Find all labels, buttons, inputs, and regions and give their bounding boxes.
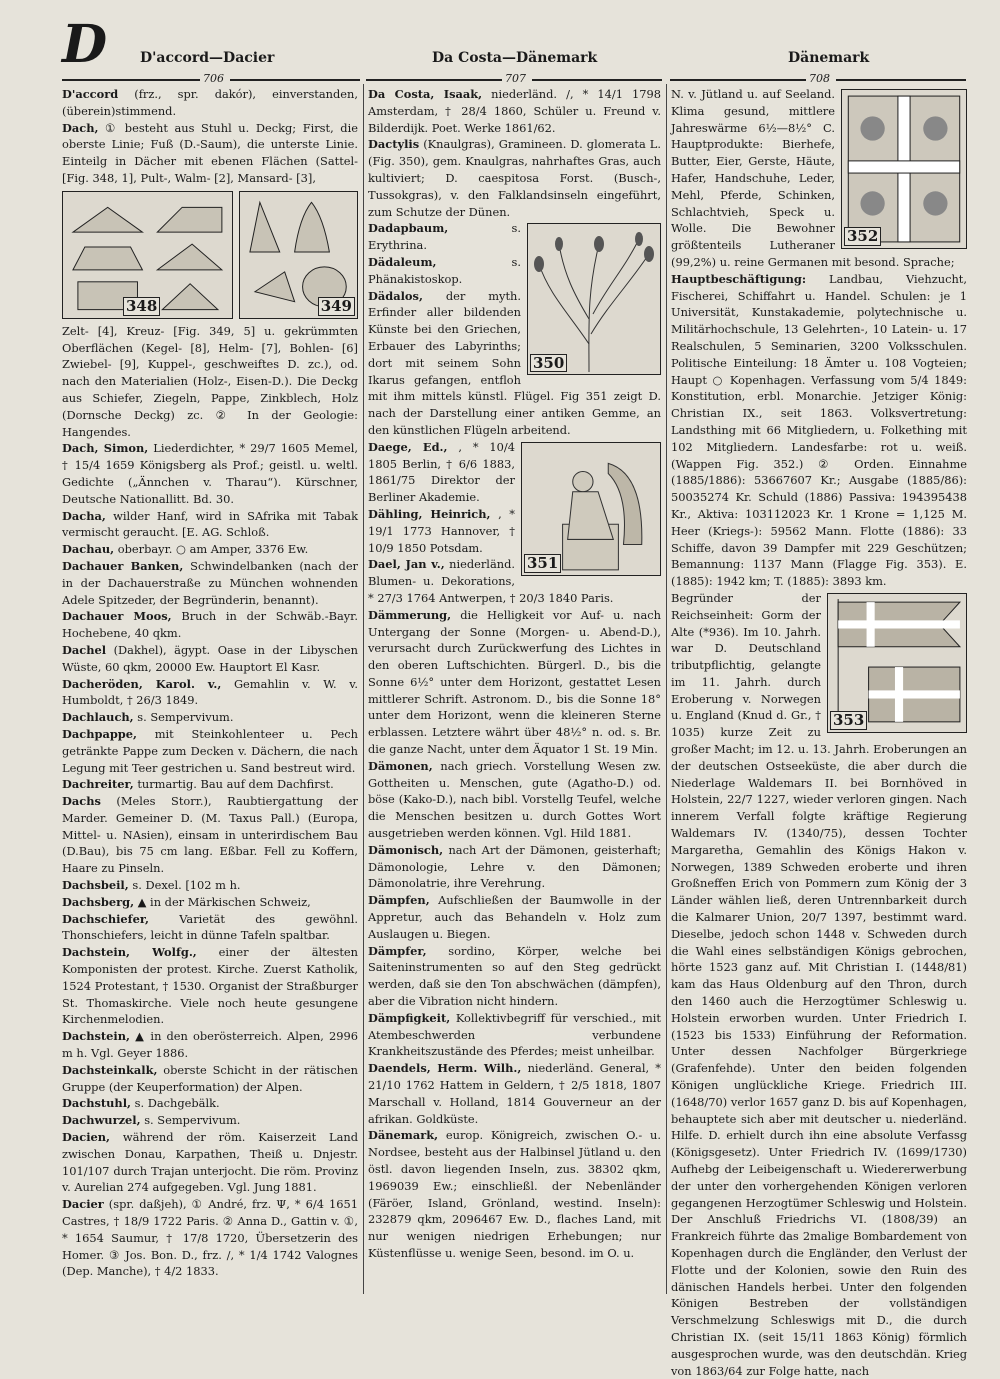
entry-text: (Dakhel), ägypt. Oase in der Libyschen Wüste, 60 qkm, 20000 Ew. Hauptort El Kasr.: [62, 642, 358, 674]
entry-headword: Dachel: [62, 642, 107, 657]
entry-headword: Dämonisch,: [368, 842, 444, 857]
figure-number: 353: [830, 711, 867, 730]
section-initial: D: [62, 14, 108, 75]
figure-348: [62, 191, 233, 319]
figure-353: [827, 593, 967, 733]
figure-number: 348: [123, 297, 160, 316]
entry-text: ▲ in der Märkischen Schweiz,: [134, 894, 311, 909]
entry-text: Aufschließen der Baumwolle in der Appretur, auch das Behandeln v. Holz zum Auslaugen u. Biegen.: [368, 893, 661, 941]
roof-figures: [62, 191, 358, 319]
header-rule: [230, 79, 360, 81]
entry-text: Schwindelbanken (nach der in der Dachauerstraße zu München wohnenden Adele Spitzeder, der Begründerin, benannt).: [62, 558, 359, 607]
column-divider: [363, 84, 364, 1294]
dictionary-entry: [368, 758, 661, 842]
figure-number: 350: [530, 354, 567, 373]
dictionary-entry: [368, 136, 661, 220]
dictionary-entry: [62, 1129, 358, 1196]
entry-text: s. Dexel. [102 m h.: [128, 878, 241, 893]
dictionary-entry: [62, 558, 358, 608]
entry-text: mit Steinkohlenteer u. Pech getränkte Pappe zum Decken v. Dächern, die nach Legung mit Teer gestrichen u. Sand bestreut wird.: [62, 726, 358, 775]
dictionary-entry: [368, 86, 661, 136]
dictionary-entry: [62, 1196, 358, 1280]
dictionary-entry: [62, 1112, 358, 1129]
entry-headword: Dactylis: [368, 137, 420, 152]
entry-headword: Dacheröden, Karol. v.,: [62, 676, 222, 691]
entry-headword: Daendels, Herm. Wilh.,: [368, 1061, 522, 1076]
entry-text: (spr. daßjeh), ① André, frz. Ψ, * 6/4 1651 Castres, † 18/9 1722 Paris. ② Anna D., Gattin v. ①, * 1654 Saumur, † 17/8 1720, Übersetzerin des Homer. ③ Jos. Bon. D., frz. /, * 1/4 1742 Valognes (Dep. Manche), † 4/2 1833.: [62, 1197, 358, 1279]
figure-349: [239, 191, 358, 319]
dictionary-entry: [62, 508, 358, 542]
dictionary-entry: [368, 1010, 661, 1060]
entry-text: Begründer der Reichseinheit: Gorm der Alte (*936). Im 10. Jahrh. war D. Deutschland tributpflichtig, gelangte im 11. Jahrh. durch Eroberung v. Norwegen u. England (Knud d. Gr., † 1035) kurze Zeit zu großer Macht; im 12. u. 13. Jahrh. Eroberungen an der deutschen Ostseeküste, die aber durch die Niederlage Waldemars II. bei Bornhöved in Holstein, 22/7 1227, wieder verloren gingen. Nach innerem Verfall folgte kräftige Regierung Waldemars IV. (1340/75), dessen Tochter Margaretha, Gemahlin des Königs Hakon v. Norwegen, 1389 Schweden eroberte und ihren Großneffen Erich von Pommern zum König der 3 Länder wählen ließ, deren Untrennbarkeit durch die Kalmarer Union, 20/7 1397, bestimmt ward. Dieselbe, jedoch schon 1448 v. Schweden durch die Wahl eines selbständigen Königs gebrochen, hörte 1523 ganz auf. Mit Christian I. (1448/81) kam das Haus Oldenburg auf den Thron, durch den 1460 auch die Herzogtümer Schleswig u. Holstein erworben wurden. Unter Friedrich I. (1523 bis 1533) Einführung der Reformation. Unter dessen Nachfolger Bürgerkriege (Grafenfehde). Unter den beiden folgenden Königen unglückliche Kriege. Friedrich III. (1648/70) verlor 1657 ganz D. bis auf Kopenhagen, behauptete sich aber mit deutscher u. niederländ. Hilfe. D. erhielt durch ihn eine absolute Verfassg (Königsgesetz). Unter Friedrich IV. (1699/1730) Aufhebg der Leibeigenschaft u. Wiedererwerbung der unter den vorhergehenden Königen verloren gegangenen Herzogtümer Schleswig und Holstein. Der Anschluß Friedrichs VI. (1808/39) an Frankreich führte das 2malige Bombardement von Kopenhagen durch die Engländer, den Verlust der Flotte und der Kolonien, sowie den Ruin des dänischen Handels herbei. Unter den folgenden Königen Bestreben der vollständigen Verschmelzung Schleswigs mit D., die durch Christian IX. (seit 15/11 1863 König) förmlich ausgesprochen wurde, was den deutschdän. Krieg von 1863/64 zur Folge hatte, nach: [671, 590, 967, 1378]
entry-text: Landbau, Viehzucht, Fischerei, Schiffahrt u. Handel. Schulen: je 1 Universität, Kunstakademie, polytechnische u. Militärhochschule, 13 Gelehrten-, 10 Latein- u. 17 Realschulen, 5 Seminarien, 3200 Volksschulen. Politische Einteilung: 18 Ämter u. 108 Vogteien; Haupt ○ Kopenhagen. Verfassung vom 5/4 1849: Konstitution, erbl. Monarchie. Jetziger König: Christian IX., seit 1863. Volksvertretung: Landsthing mit 66 Mitgliedern, u. Folkething mit 102 Mitgliedern. Landesfarbe: rot u. weiß. (Wappen Fig. 352.) ② Orden. Einnahme (1885/1886): 53667607 Kr.; Ausgabe (1885/86): 50035274 Kr. Schuld (1886) Passiva: 194395438 Kr., Aktiva: 103112023 Kr. 1 Krone = 1,125 M. Heer (Kriegs-): 59562 Mann. Flotte (1886): 33 Schiffe, davon 39 Dampfer mit 229 Geschützen; Bemannung: 1137 Mann (Flagge Fig. 353). E. (1885): 1942 km; T. (1885): 3893 km.: [671, 271, 967, 589]
entry-text: niederländ. /, * 14/1 1798 Amsterdam, † 28/4 1860, Schüler u. Freund v. Bilderdijk. Poet. Werke 1861/62.: [368, 87, 661, 135]
dictionary-entry: [62, 944, 358, 1028]
entry-text: , * 10/4 1805 Berlin, † 6/6 1883, 1861/75 Direktor der Berliner Akademie.: [368, 439, 515, 505]
dictionary-entry: [368, 842, 661, 892]
entry-headword: Dämpfigkeit,: [368, 1010, 451, 1025]
header-rule: [836, 79, 966, 81]
entry-text: (Meles Storr.), Raubtiergattung der Marder. Gemeiner D. (M. Taxus Pall.) (Europa, Mittel- u. NAsien), einsam in unterirdischem Bau (D.Bau), bis 75 cm lang. Eßbar. Fell zu Koffern, Haare zu Pinseln.: [62, 794, 358, 876]
dictionary-entry: [62, 676, 358, 710]
header-rule: [62, 79, 200, 81]
entry-headword: Dachauer Moos,: [62, 609, 172, 624]
entry-headword: Dachstein, Wolfg.,: [62, 945, 197, 960]
entry-headword: Dacier: [62, 1197, 104, 1212]
entry-headword: Dänemark,: [368, 1128, 439, 1143]
entry-text: Zelt- [4], Kreuz- [Fig. 349, 5] u. gekrümmten Oberflächen (Kegel- [8], Helm- [7], Bohlen- [6] Zwiebel- [9], Kuppel-, geschweiftes D. zc.), od. nach den Materialien (Holz-, Eisen-D.). Die Deckg aus Schiefer, Ziegeln, Pappe, Zinkblech, Holz (Dornsche Deckg) zc. ② In der Geologie: Hangendes.: [62, 323, 358, 439]
entry-headword: Dachs: [62, 794, 101, 809]
dictionary-entry: [62, 877, 358, 894]
entry-headword: Dach, Simon,: [62, 441, 149, 456]
entry-text: Kollektivbegriff für verschied., mit Atembeschwerden verbundene Krankheitszustände des Pferdes; meist unheilbar.: [368, 1010, 661, 1059]
dictionary-entry: [62, 440, 358, 507]
dictionary-entry: [62, 120, 358, 187]
entry-text: nach griech. Vorstellung Wesen zw. Gottheiten u. Menschen, gute (Agatho-D.) od. böse (Kako-D.), nach bibl. Vorstellg Teufel, welche die Menschen besitzen u. durch Gottes Wort ausgetrieben werden können. Vgl. Hild 1881.: [368, 758, 661, 841]
entry-text: N. v. Jütland u. auf Seeland. Klima gesund, mittlere Jahreswärme 6½—8½° C. Hauptprodukte: Bierhefe, Butter, Eier, Gerste, Häute, Hafer, Handschuhe, Leder, Mehl, Pferde, Schinken, Schlachtvieh, Speck u. Wolle. Die Bewohner größtenteils Lutheraner (99,2%) u. reine Germanen mit besond. Sprache;: [671, 87, 955, 269]
entry-text: ▲ in den oberösterreich. Alpen, 2996 m h. Vgl. Geyer 1886.: [62, 1029, 358, 1061]
column-1: [62, 86, 358, 1291]
entry-headword: Daege, Ed.,: [368, 439, 448, 454]
entry-text: (Knaulgras), Gramineen. D. glomerata L. (Fig. 350), gem. Knaulgras, nahrhaftes Gras, auch kultiviert; D. caespitosa Forst. (Busch-, Tussokgras), v. den Falklandsinseln eingeführt, zum Schutze der Dünen.: [368, 137, 661, 219]
entry-headword: Dämmerung,: [368, 607, 452, 622]
entry-text: s. Phänakistoskop.: [368, 254, 521, 286]
header-center: Da Costa—Dänemark: [432, 50, 598, 66]
entry-headword: Dämpfen,: [368, 893, 430, 908]
entry-text: ① besteht aus Stuhl u. Deckg; First, die oberste Linie; Fuß (D.-Saum), die unterste Linie. Einteilg in Dächer mit ebenen Flächen (Sattel- [Fig. 348, 1], Pult-, Walm- [2], Mansard- [3],: [62, 120, 358, 185]
header-left: D'accord—Dacier: [140, 50, 275, 66]
figure-number: 352: [844, 227, 881, 246]
figure-number: 351: [524, 554, 561, 573]
column-3: [671, 86, 967, 1378]
column-divider: [666, 84, 667, 1294]
entry-headword: Dael, Jan v.,: [368, 557, 445, 572]
dictionary-entry: [671, 271, 967, 590]
entry-headword: Dachpappe,: [62, 726, 137, 741]
dictionary-entry: [62, 1062, 358, 1096]
entry-headword: Dachau,: [62, 542, 115, 557]
dictionary-entry: [62, 776, 358, 793]
entry-headword: Dädalos,: [368, 288, 423, 303]
entry-text: wilder Hanf, wird in SAfrika mit Tabak vermischt geraucht. [E. AG. Schloß.: [62, 508, 358, 540]
entry-text: niederländ. Blumen- u. Dekorations, * 27/3 1764 Antwerpen, † 20/3 1840 Paris.: [368, 557, 614, 605]
dictionary-entry: [62, 1028, 358, 1062]
entry-text: , * 19/1 1773 Hannover, † 10/9 1850 Potsdam.: [368, 506, 515, 555]
entry-headword: Dachlauch,: [62, 710, 134, 725]
entry-text: oberbayr. ○ am Amper, 3376 Ew.: [114, 542, 309, 557]
entry-text: während der röm. Kaiserzeit Land zwischen Donau, Karpathen, Theiß u. Dnjestr. 101/107 durch Trajan unterjocht. Die röm. Provinz v. Aurelian 274 aufgegeben. Vgl. Jung 1881.: [62, 1130, 358, 1195]
entry-text: Bruch in der Schwäb.-Bayr. Hochebene, 40 qkm.: [62, 609, 358, 641]
entry-text: Liederdichter, * 29/7 1605 Memel, † 15/4 1659 Königsberg als Prof.; geistl. u. weltl. Gedichte („Ännchen v. Tharau“). Kürschner, Deutsche Nationallitt. Bd. 30.: [62, 441, 358, 506]
dictionary-entry: [62, 86, 358, 120]
dictionary-entry: [62, 894, 358, 911]
entry-headword: Dämpfer,: [368, 943, 427, 958]
dictionary-entry: [62, 541, 358, 558]
header-rule: [532, 79, 662, 81]
entry-headword: D'accord: [62, 87, 119, 101]
figure-352: [841, 89, 967, 249]
entry-headword: Dähling, Heinrich,: [368, 506, 491, 521]
page-number-center: 707: [505, 72, 526, 85]
figure-351: [521, 442, 661, 576]
entry-headword: Dachstein,: [62, 1029, 130, 1044]
dictionary-entry: [62, 709, 358, 726]
figure-number: 349: [318, 297, 355, 316]
entry-text: s. Erythrina.: [368, 221, 521, 253]
entry-headword: Dachreiter,: [62, 777, 134, 792]
entry-text: einer der ältesten Komponisten der protest. Kirche. Zuerst Katholik, 1524 Protestant, † 1530. Organist der Straßburger St. Thomaskirche. Viele noch heute gesungene Kirchenmelodien.: [62, 945, 358, 1027]
dictionary-entry: [368, 1060, 661, 1127]
dictionary-entry: [62, 793, 358, 877]
dictionary-entry: [62, 726, 358, 776]
entry-text: s. Dachgebälk.: [131, 1096, 220, 1111]
dictionary-entry: [62, 1095, 358, 1112]
entry-headword: Dachschiefer,: [62, 911, 149, 926]
entry-text: s. Sempervivum.: [133, 710, 234, 725]
entry-text: nach Art der Dämonen, geisterhaft; Dämonologie, Lehre v. den Dämonen; Dämonolatrie, ihre Verehrung.: [368, 842, 661, 891]
header-rule: [366, 79, 502, 81]
dictionary-entry: [62, 642, 358, 676]
entry-text: s. Sempervivum.: [140, 1113, 241, 1128]
entry-headword: Dachwurzel,: [62, 1113, 141, 1128]
column-2: [368, 86, 661, 1291]
entry-headword: Da Costa, Isaak,: [368, 87, 483, 101]
entry-text: Varietät des gewöhnl. Thonschiefers, leicht in dünne Tafeln spaltbar.: [62, 911, 358, 943]
dictionary-entry: [368, 1127, 661, 1261]
entry-text: sordino, Körper, welche bei Saiteninstrumenten so auf den Steg gedrückt werden, daß sie den Ton abschwächen (dämpfen), aber die Vibration nicht hindern.: [368, 943, 661, 1009]
header-rule: [670, 79, 806, 81]
dictionary-entry: [62, 911, 358, 945]
entry-text: turmartig. Bau auf dem Dachfirst.: [133, 777, 334, 792]
dictionary-entry: [368, 607, 661, 758]
entry-headword: Dachsteinkalk,: [62, 1062, 158, 1077]
entry-text: europ. Königreich, zwischen O.- u. Nordsee, besteht aus der Halbinsel Jütland u. den östl. davon liegenden Inseln, zus. 38302 qkm, 1969039 Ew.; einschließl. der Nebenländer (Färöer, Island, Grönland, westind. Inseln): 232879 qkm, 2096467 Ew. D., flaches Land, mit nur wenigen niedrigen Erhebungen; nur Küstenflüsse u. wenige Seen, besond. im O. u.: [368, 1128, 661, 1260]
dictionary-entry: [62, 608, 358, 642]
entry-text: niederländ. General, * 21/10 1762 Hattem in Geldern, † 2/5 1818, 1807 Marschall v. Holland, 1814 Gouverneur an der afrikan. Goldküste.: [368, 1061, 662, 1126]
entry-text: (frz., spr. dakór), einverstanden, (überein)stimmend.: [62, 87, 358, 118]
entry-headword: Hauptbeschäftigung:: [671, 271, 807, 286]
entry-headword: Dacha,: [62, 508, 106, 523]
page-number-left: 706: [203, 72, 224, 85]
entry-headword: Dädaleum,: [368, 254, 437, 269]
entry-text: die Helligkeit vor Auf- u. nach Untergang der Sonne (Morgen- u. Abend-D.), verursacht durch Zurückwerfung des Lichtes in den oberen Luftschichten. Bürgerl. D., bis die Sonne 6½° unter dem Horizont, gestattet Lesen mittlerer Schrift. Astronom. D., bis die Sonne 18° unter dem Horizont, wenn die kleineren Sterne erblassen. Letztere währt über 48½° n. od. s. Br. die ganze Nacht, unter dem Äquator 1 St. 19 Min.: [368, 607, 661, 757]
header-right: Dänemark: [788, 50, 870, 66]
entry-headword: Dach,: [62, 120, 99, 135]
entry-headword: Dachstuhl,: [62, 1096, 132, 1111]
page-number-right: 708: [809, 72, 830, 85]
entry-headword: Dachsbeil,: [62, 878, 129, 893]
entry-text: der myth. Erfinder aller bildenden Künste bei den Griechen, Erbauer des Labyrinths; dort mit seinem Sohn Ikarus gefangen, entfloh mit ihm mittels künstl. Flügel. Fig 351 zeigt D. nach der Darstellung einer antiken Gemme, an den künstlichen Flügeln arbeitend.: [368, 288, 661, 437]
entry-headword: Dämonen,: [368, 758, 433, 773]
entry-text: Gemahlin v. W. v. Humboldt, † 26/3 1849.: [62, 676, 358, 708]
dictionary-entry: [62, 323, 358, 441]
figure-350: [527, 223, 661, 375]
entry-headword: Dachauer Banken,: [62, 558, 184, 573]
entry-headword: Dacien,: [62, 1130, 111, 1145]
dictionary-entry: [368, 943, 661, 1010]
entry-text: oberste Schicht in der rätischen Gruppe (der Keuperformation) der Alpen.: [62, 1062, 358, 1094]
dictionary-entry: [368, 892, 661, 942]
entry-headword: Dachsberg,: [62, 894, 135, 909]
entry-headword: Dadapbaum,: [368, 221, 449, 236]
